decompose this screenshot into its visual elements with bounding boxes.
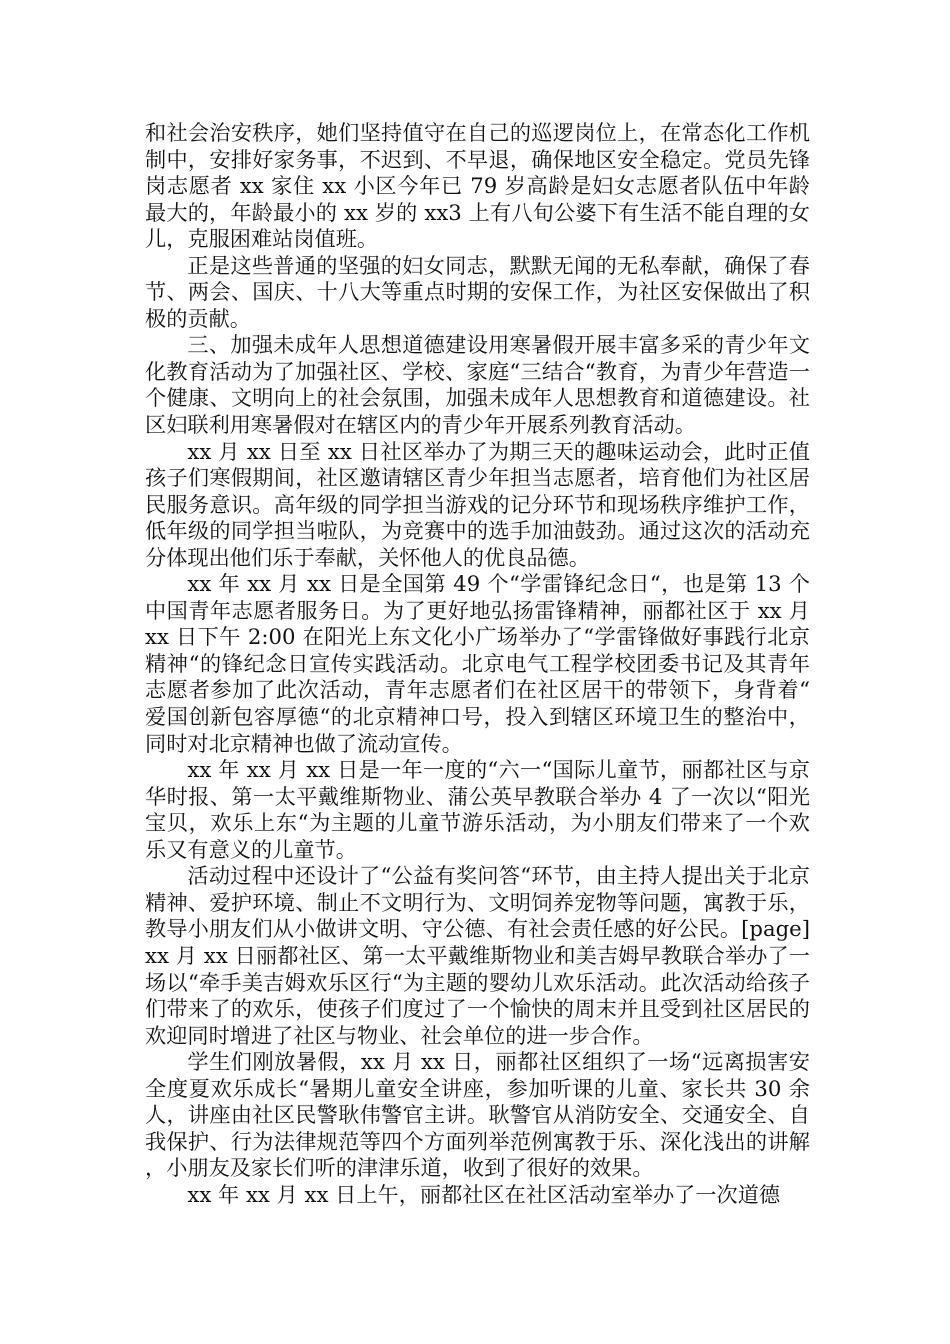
document-page	[145, 120, 810, 1320]
paragraph-3: 三、加强未成年人思想道德建设用寒暑假开展丰富多采的青少年文化教育活动为了加强社区、学校、家庭“三结合“教育，为青少年营造一个健康、文明向上的社会氛围，加强未成年人思想教育和道德建设。社区妇联利用寒暑假对在辖区内的青少年开展系列教育活动。	[145, 332, 810, 438]
paragraph-4: xx 月 xx 日至 xx 日社区举办了为期三天的趣味运动会，此时正值孩子们寒假期间，社区邀请辖区青少年担当志愿者，培育他们为社区居民服务意识。高年级的同学担当游戏的记分环节和现场秩序维护工作，低年级的同学担当啦队，为竞赛中的选手加油鼓劲。通过这次的活动充分体现出他们乐于奉献，关怀他人的优良品德。	[145, 438, 810, 570]
paragraph-7: 活动过程中还设计了“公益有奖问答“环节，由主持人提出关于北京精神、爱护环境、制止不文明行为、文明饲养宠物等问题，寓教于乐，教导小朋友们从小做讲文明、守公德、有社会责任感的好公民。[page] xx 月 xx 日丽都社区、第一太平戴维斯物业和美吉姆早教联合举办了一场以“牵手美吉姆欢乐区行“为主题的婴幼儿欢乐活动。此次活动给孩子们带来了的欢乐，使孩子们度过了一个愉快的周末并且受到社区居民的欢迎同时增进了社区与物业、社会单位的进一步合作。	[145, 863, 810, 1048]
paragraph-1: 和社会治安秩序，她们坚持值守在自己的巡逻岗位上，在常态化工作机制中，安排好家务事，不迟到、不早退，确保地区安全稳定。党员先锋岗志愿者 xx 家住 xx 小区今年已 79 岁高龄是妇女志愿者队伍中年龄最大的，年龄最小的 xx 岁的 xx3 上有八旬公婆下有生活不能自理的女儿，克服困难站岗值班。	[145, 120, 810, 252]
paragraph-8: 学生们刚放暑假，xx 月 xx 日，丽都社区组织了一场“远离损害安全度夏欢乐成长“暑期儿童安全讲座，参加听课的儿童、家长共 30 余人，讲座由社区民警耿伟警官主讲。耿警官从消防安全、交通安全、自我保护、行为法律规范等四个方面列举范例寓教于乐、深化浅出的讲解，小朋友及家长们听的津津乐道，收到了很好的效果。	[145, 1049, 810, 1181]
paragraph-9: xx 年 xx 月 xx 日上午，丽都社区在社区活动室举办了一次道德	[187, 1181, 781, 1207]
paragraph-2: 正是这些普通的坚强的妇女同志，默默无闻的无私奉献，确保了春节、两会、国庆、十八大等重点时期的安保工作，为社区安保做出了积极的贡献。	[145, 252, 810, 331]
paragraph-6: xx 年 xx 月 xx 日是一年一度的“六一“国际儿童节，丽都社区与京华时报、第一太平戴维斯物业、蒲公英早教联合举办 4 了一次以“阳光宝贝，欢乐上东“为主题的儿童节游乐活动，为小朋友们带来了一个欢乐又有意义的儿童节。	[145, 757, 810, 862]
paragraph-5: xx 年 xx 月 xx 日是全国第 49 个“学雷锋纪念日“，也是第 13 个中国青年志愿者服务日。为了更好地弘扬雷锋精神，丽都社区于 xx 月 xx 日下午 2:00 在阳光上东文化小广场举办了“学雷锋做好事践行北京精神“的锋纪念日宣传实践活动。北京电气工程学校团委书记及其青年志愿者参加了此次活动，青年志愿者们在社区居干的带领下，身背着“爱国创新包容厚德“的北京精神口号，投入到辖区环境卫生的整治中，同时对北京精神也做了流动宣传。	[145, 571, 810, 756]
